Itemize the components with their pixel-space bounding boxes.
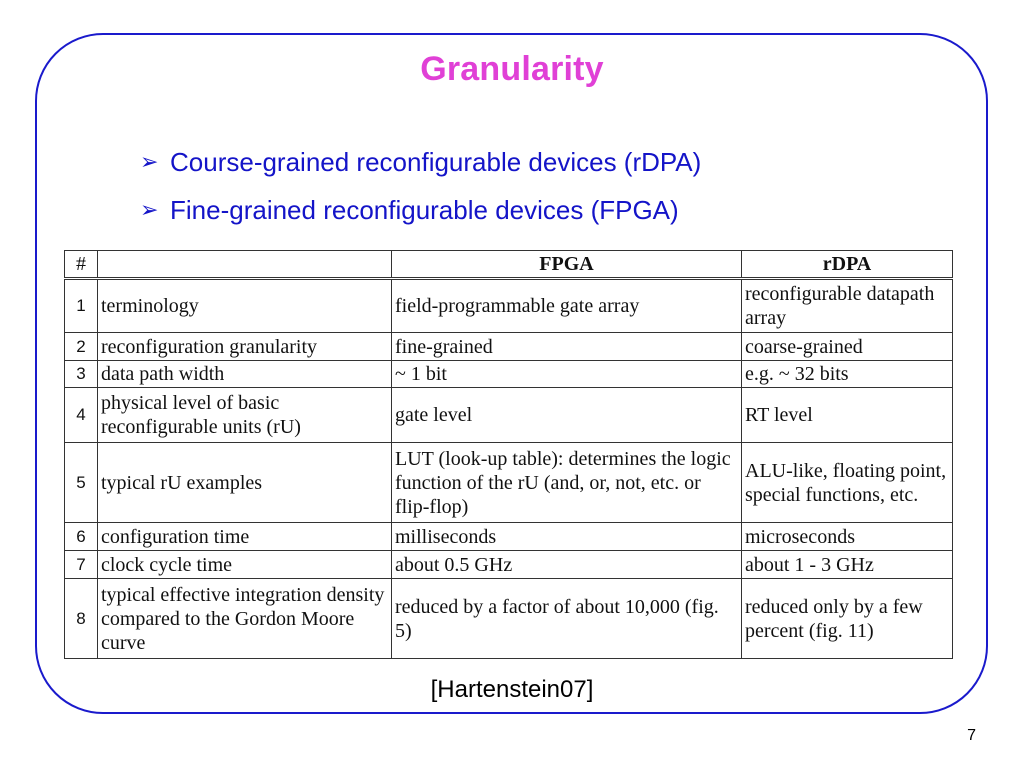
row-rdpa-value: reduced only by a few percent (fig. 11) [742,579,953,659]
row-number: 6 [65,523,98,551]
comparison-table [64,250,953,659]
row-rdpa-value: reconfigurable datapath array [742,279,953,333]
header-number: # [65,251,98,279]
row-number: 8 [65,579,98,659]
arrow-bullet-icon: ➢ [140,149,159,174]
row-number: 3 [65,361,98,388]
row-fpga-value: fine-grained [392,333,742,361]
row-fpga-value: gate level [392,388,742,443]
bullet-text: Course-grained reconfigurable devices (rDPA) [170,147,702,177]
row-attribute: data path width [98,361,392,388]
header-attribute [98,251,392,279]
row-fpga-value: LUT (look-up table): determines the logic function of the rU (and, or, not, etc. or flip-flop) [392,443,742,523]
row-attribute: typical rU examples [98,443,392,523]
header-rdpa: rDPA [742,251,953,279]
table-row [65,333,953,361]
table-row [65,551,953,579]
row-fpga-value: ~ 1 bit [392,361,742,388]
table-row [65,361,953,388]
bullet-item [140,191,701,239]
row-attribute: typical effective integration density compared to the Gordon Moore curve [98,579,392,659]
row-attribute: reconfiguration granularity [98,333,392,361]
slide-title: Granularity [420,50,604,88]
table-row [65,279,953,333]
row-number: 4 [65,388,98,443]
bullet-text: Fine-grained reconfigurable devices (FPGA) [170,195,679,225]
table-row [65,388,953,443]
row-number: 7 [65,551,98,579]
row-rdpa-value: ALU-like, floating point, special functions, etc. [742,443,953,523]
bullet-list [140,143,701,239]
arrow-bullet-icon: ➢ [140,197,159,222]
row-attribute: clock cycle time [98,551,392,579]
row-attribute: physical level of basic reconfigurable units (rU) [98,388,392,443]
table-header-row [65,251,953,279]
row-fpga-value: about 0.5 GHz [392,551,742,579]
row-fpga-value: reduced by a factor of about 10,000 (fig. 5) [392,579,742,659]
table-row [65,579,953,659]
row-rdpa-value: RT level [742,388,953,443]
citation: [Hartenstein07] [430,676,594,703]
row-attribute: configuration time [98,523,392,551]
table-row [65,523,953,551]
table-row [65,443,953,523]
row-number: 5 [65,443,98,523]
bullet-item [140,143,701,191]
row-attribute: terminology [98,279,392,333]
row-number: 1 [65,279,98,333]
page-number: 7 [967,727,976,744]
row-rdpa-value: coarse-grained [742,333,953,361]
row-number: 2 [65,333,98,361]
row-fpga-value: field-programmable gate array [392,279,742,333]
header-fpga: FPGA [392,251,742,279]
row-fpga-value: milliseconds [392,523,742,551]
row-rdpa-value: microseconds [742,523,953,551]
row-rdpa-value: about 1 - 3 GHz [742,551,953,579]
row-rdpa-value: e.g. ~ 32 bits [742,361,953,388]
